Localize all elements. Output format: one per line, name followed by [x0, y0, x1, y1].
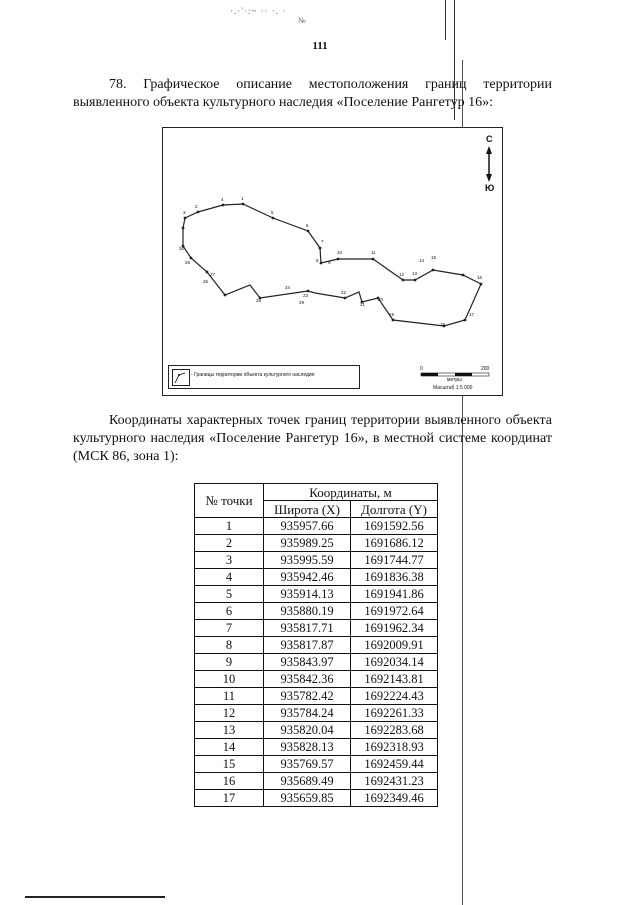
vertex-label: 8	[316, 258, 319, 263]
point-number-cell: 7	[195, 620, 264, 637]
footer-rule	[25, 896, 165, 898]
vertex-label: 16	[477, 275, 483, 280]
header-coordinates: Координаты, м	[264, 484, 438, 501]
vertex-label: 7	[321, 239, 324, 244]
longitude-cell: 1691836.38	[351, 569, 438, 586]
vertex-label: 11	[371, 250, 376, 255]
point-number-cell: 17	[195, 790, 264, 807]
scan-artifact-line	[445, 0, 446, 40]
vertex-label: 27	[210, 272, 216, 277]
latitude-cell: 935659.85	[264, 790, 351, 807]
longitude-cell: 1692349.46	[351, 790, 438, 807]
table-row	[195, 603, 438, 620]
section-78-text: 78. Графическое описание местоположения границ территории выявленного объекта культурного наследия «Поселение Рангетур 16»:	[73, 77, 552, 110]
longitude-cell: 1691941.86	[351, 586, 438, 603]
table-row	[195, 688, 438, 705]
section-78-heading	[73, 76, 552, 112]
table-row	[195, 790, 438, 807]
coordinates-intro-text: Координаты характерных точек границ территории выявленного объекта культурного наследия «Поселение Рангетур 16», в местной системе координат (МСК 86, зона 1):	[73, 413, 552, 464]
latitude-cell: 935784.24	[264, 705, 351, 722]
boundary-vertices	[182, 203, 483, 328]
latitude-cell: 935817.87	[264, 637, 351, 654]
boundary-map	[162, 127, 503, 396]
vertex-label: 20	[378, 297, 384, 302]
vertex-label: 4	[221, 197, 224, 202]
table-row	[195, 637, 438, 654]
longitude-cell: 1691686.12	[351, 535, 438, 552]
map-legend	[168, 365, 360, 389]
coordinates-table	[194, 483, 438, 807]
table-row	[195, 722, 438, 739]
latitude-cell: 935782.42	[264, 688, 351, 705]
table-row	[195, 705, 438, 722]
south-label: Ю	[485, 183, 495, 193]
point-number-cell: 11	[195, 688, 264, 705]
latitude-cell: 935689.49	[264, 773, 351, 790]
latitude-cell: 935817.71	[264, 620, 351, 637]
latitude-cell: 935942.46	[264, 569, 351, 586]
table-row	[195, 739, 438, 756]
latitude-cell: 935828.13	[264, 739, 351, 756]
vertex-label: 22	[341, 290, 347, 295]
latitude-cell: 935880.19	[264, 603, 351, 620]
vertex-label: 2	[195, 204, 198, 209]
vertex-label: 3	[183, 210, 186, 215]
latitude-cell: 935769.57	[264, 756, 351, 773]
header-longitude: Долгота (Y)	[351, 501, 438, 518]
latitude-cell: 935914.13	[264, 586, 351, 603]
table-row	[195, 535, 438, 552]
point-number-cell: 2	[195, 535, 264, 552]
scan-noise-marks: ·.·'·:~ ·· ·. ·	[230, 6, 287, 16]
scale-bar	[421, 373, 489, 376]
vertex-label: 23	[303, 293, 309, 298]
point-number-cell: 15	[195, 756, 264, 773]
vertex-label: 6	[306, 223, 309, 228]
header-latitude: Широта (X)	[264, 501, 351, 518]
table-row	[195, 586, 438, 603]
vertex-label: 10	[337, 250, 343, 255]
point-number-cell: 1	[195, 518, 264, 535]
table-row	[195, 569, 438, 586]
vertex-label: 24	[285, 285, 291, 290]
latitude-cell: 935843.97	[264, 654, 351, 671]
vertex-label: 14	[419, 258, 425, 263]
coordinates-table-body	[195, 518, 438, 807]
longitude-cell: 1692009.91	[351, 637, 438, 654]
vertex-label: 5	[271, 210, 274, 215]
header-point-number: № точки	[195, 484, 264, 518]
vertex-label: 19	[389, 312, 395, 317]
longitude-cell: 1692261.33	[351, 705, 438, 722]
table-row	[195, 620, 438, 637]
vertex-label: 17	[469, 312, 475, 317]
point-number-cell: 14	[195, 739, 264, 756]
point-number-cell: 16	[195, 773, 264, 790]
latitude-cell: 935842.36	[264, 671, 351, 688]
longitude-cell: 1692318.93	[351, 739, 438, 756]
vertex-label: 21	[360, 302, 366, 307]
north-label: С	[486, 134, 493, 144]
table-row	[195, 654, 438, 671]
scale-unit: метры	[447, 377, 462, 383]
point-number-cell: 3	[195, 552, 264, 569]
vertex-label: 30	[179, 246, 185, 251]
longitude-cell: 1691592.56	[351, 518, 438, 535]
longitude-cell: 1691962.34	[351, 620, 438, 637]
scale-start: 0	[420, 366, 423, 372]
scale-end: 200	[481, 366, 490, 372]
vertex-label: 15	[431, 255, 437, 260]
table-row	[195, 518, 438, 535]
longitude-cell: 1691744.77	[351, 552, 438, 569]
vertex-label: 29	[299, 300, 305, 305]
point-number-cell: 4	[195, 569, 264, 586]
legend-text: - Границы территории объекта культурного наследия	[191, 372, 315, 378]
vertex-label: 12	[399, 272, 405, 277]
latitude-cell: 935995.59	[264, 552, 351, 569]
boundary-map-svg	[163, 128, 502, 395]
site-boundary	[183, 204, 481, 326]
legend-swatch	[172, 369, 190, 386]
vertex-label: 25	[256, 298, 262, 303]
point-number-cell: 12	[195, 705, 264, 722]
vertex-label: 26	[203, 279, 209, 284]
scan-mark: №	[298, 16, 307, 25]
scale-ratio: Масштаб 1:5 000	[433, 385, 473, 391]
table-row	[195, 671, 438, 688]
point-number-cell: 5	[195, 586, 264, 603]
point-number-cell: 6	[195, 603, 264, 620]
longitude-cell: 1692034.14	[351, 654, 438, 671]
north-arrow	[485, 134, 494, 193]
vertex-label: 9	[328, 260, 331, 265]
table-row	[195, 552, 438, 569]
vertex-labels	[179, 196, 483, 327]
vertex-label: 13	[412, 271, 418, 276]
longitude-cell: 1692143.81	[351, 671, 438, 688]
point-number-cell: 9	[195, 654, 264, 671]
point-number-cell: 13	[195, 722, 264, 739]
table-row	[195, 773, 438, 790]
longitude-cell: 1692224.43	[351, 688, 438, 705]
vertex-label: 28	[185, 260, 191, 265]
longitude-cell: 1692283.68	[351, 722, 438, 739]
vertex-label: 18	[440, 322, 446, 327]
coordinates-intro	[73, 412, 552, 466]
latitude-cell: 935820.04	[264, 722, 351, 739]
latitude-cell: 935957.66	[264, 518, 351, 535]
table-row	[195, 756, 438, 773]
point-number-cell: 8	[195, 637, 264, 654]
point-number-cell: 10	[195, 671, 264, 688]
vertex-label: 1	[241, 196, 244, 201]
page-number: 111	[312, 40, 328, 52]
longitude-cell: 1691972.64	[351, 603, 438, 620]
latitude-cell: 935989.25	[264, 535, 351, 552]
longitude-cell: 1692459.44	[351, 756, 438, 773]
longitude-cell: 1692431.23	[351, 773, 438, 790]
